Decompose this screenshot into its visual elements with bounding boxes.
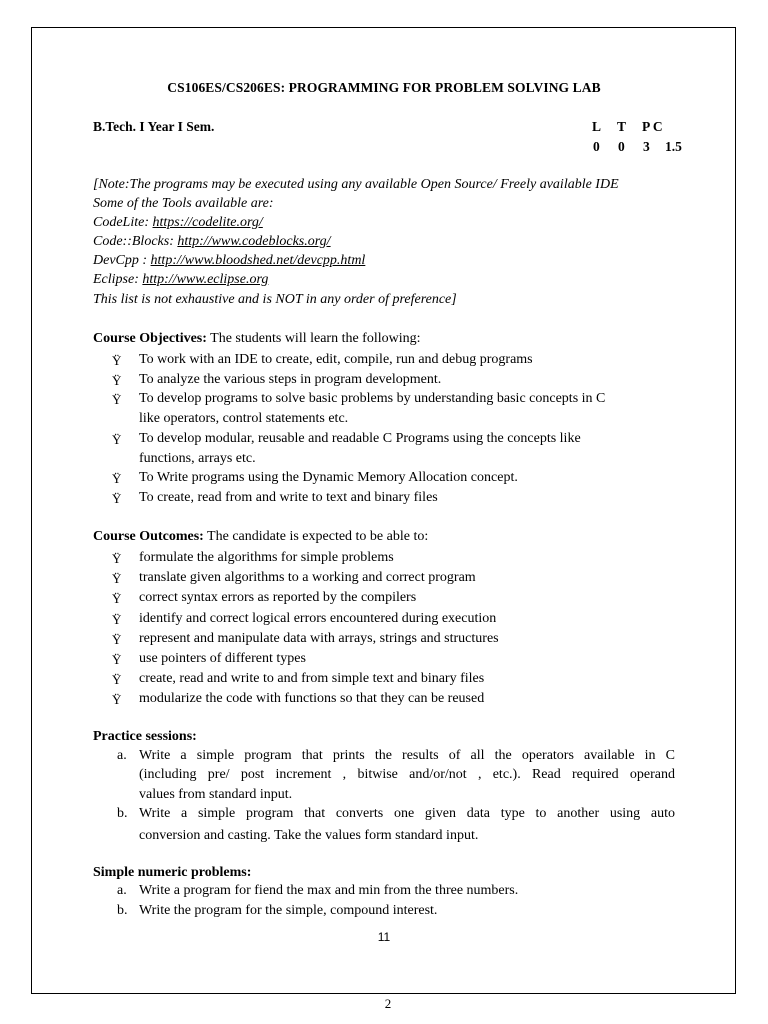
- section-heading-label: Practice sessions:: [93, 729, 197, 744]
- practice-item-text: (including pre/ post increment , bitwise and/or/not , etc.). Read required operand: [139, 767, 675, 782]
- outcome-item: correct syntax errors as reported by the compilers: [139, 590, 417, 606]
- outcome-item: modularize the code with functions so that they can be reused: [139, 691, 485, 707]
- ltpc-value-t: 0: [618, 139, 625, 154]
- bullet-icon: Ÿ: [112, 591, 122, 607]
- bullet-icon: Ÿ: [112, 392, 122, 408]
- bullet-icon: Ÿ: [112, 611, 122, 627]
- outcome-item: use pointers of different types: [139, 651, 306, 666]
- bullet-icon: Ÿ: [112, 372, 122, 388]
- practice-item-text: values from standard input.: [139, 787, 293, 802]
- objective-text: To work with an IDE to create, edit, compile, run and debug programs: [139, 352, 533, 367]
- section-heading-label: Simple numeric problems:: [93, 865, 252, 880]
- section-heading-label: Course Outcomes:: [93, 529, 204, 544]
- item-label: b.: [117, 806, 128, 821]
- bullet-icon: Ÿ: [112, 571, 122, 587]
- note-line: Some of the Tools available are:: [93, 196, 274, 211]
- outcome-item: formulate the algorithms for simple problems: [139, 550, 394, 565]
- numeric-heading: [93, 865, 251, 881]
- practice-item-text: conversion and casting. Take the values form standard input.: [139, 828, 479, 843]
- tool-link[interactable]: https://codelite.org/: [152, 215, 263, 230]
- objective-text: To Write programs using the Dynamic Memory Allocation concept.: [139, 470, 518, 486]
- ltpc-header-pc: P C: [642, 119, 663, 134]
- bullet-icon: Ÿ: [112, 692, 122, 708]
- numeric-item-text: Write the program for the simple, compound interest.: [139, 903, 438, 918]
- item-label: a.: [117, 748, 127, 763]
- numeric-item-text: Write a program for fiend the max and min from the three numbers.: [139, 883, 519, 898]
- section-heading-label: Course Objectives:: [93, 331, 207, 346]
- note-line: This list is not exhaustive and is NOT in any order of preference]: [93, 292, 457, 307]
- bullet-icon: Ÿ: [112, 652, 122, 667]
- ltpc-header-l: L: [592, 119, 602, 134]
- tool-link[interactable]: http://www.bloodshed.net/devcpp.html: [150, 253, 366, 268]
- objective-text: functions, arrays etc.: [139, 450, 256, 466]
- tool-link[interactable]: http://www.codeblocks.org/: [177, 234, 331, 249]
- objective-text: To develop modular, reusable and readable C Programs using the concepts like: [139, 430, 581, 446]
- page-border: [31, 27, 736, 994]
- tool-link[interactable]: http://www.eclipse.org: [142, 272, 269, 287]
- tool-item: [93, 234, 331, 250]
- ltpc-value-p: 3: [643, 139, 650, 154]
- bullet-icon: Ÿ: [112, 353, 122, 368]
- ltpc-header-t: T: [617, 119, 627, 134]
- bottom-page-number: 2: [384, 996, 392, 1011]
- bullet-icon: Ÿ: [112, 631, 122, 647]
- bullet-icon: Ÿ: [112, 551, 122, 566]
- outcome-item: create, read and write to and from simple text and binary files: [139, 671, 485, 687]
- outcome-item: represent and manipulate data with arrays, strings and structures: [139, 630, 499, 646]
- ltpc-value-l: 0: [593, 139, 600, 154]
- objective-text: To analyze the various steps in program development.: [139, 371, 442, 387]
- section-intro: The candidate is expected to be able to:: [203, 529, 429, 544]
- page-title: CS106ES/CS206ES: PROGRAMMING FOR PROBLEM SOLVING LAB: [167, 80, 601, 95]
- tool-item: [93, 215, 263, 231]
- practice-item-text: Write a simple program that prints the results of all the operators available in C: [139, 748, 675, 763]
- bullet-icon: Ÿ: [112, 672, 122, 688]
- practice-item-text: Write a simple program that converts one given data type to another using auto: [139, 806, 675, 821]
- tool-name: Eclipse:: [93, 272, 143, 287]
- tool-name: DevCpp :: [93, 253, 151, 268]
- tool-name: CodeLite:: [93, 215, 153, 230]
- objectives-heading: [93, 331, 421, 347]
- objective-text: To develop programs to solve basic problems by understanding basic concepts in C: [139, 391, 606, 407]
- bullet-icon: Ÿ: [112, 471, 122, 487]
- ltpc-value-c: 1.5: [665, 139, 682, 154]
- semester-label: B.Tech. I Year I Sem.: [93, 119, 215, 134]
- outcome-item: identify and correct logical errors encountered during execution: [139, 610, 497, 626]
- item-label: a.: [117, 883, 127, 898]
- bullet-icon: Ÿ: [112, 431, 122, 447]
- item-label: b.: [117, 903, 128, 918]
- practice-heading: [93, 729, 197, 745]
- tool-name: Code::Blocks:: [93, 234, 178, 249]
- tool-item: [93, 253, 365, 269]
- objective-text: To create, read from and write to text and binary files: [139, 489, 438, 505]
- tool-item: [93, 272, 268, 288]
- objective-text: like operators, control statements etc.: [139, 411, 349, 427]
- page-number: 11: [377, 930, 391, 944]
- outcome-item: translate given algorithms to a working and correct program: [139, 570, 476, 586]
- note-line: [Note:The programs may be executed using any available Open Source/ Freely available IDE: [93, 177, 619, 192]
- bullet-icon: Ÿ: [112, 490, 122, 506]
- section-intro: The students will learn the following:: [206, 331, 421, 346]
- outcomes-heading: [93, 529, 428, 545]
